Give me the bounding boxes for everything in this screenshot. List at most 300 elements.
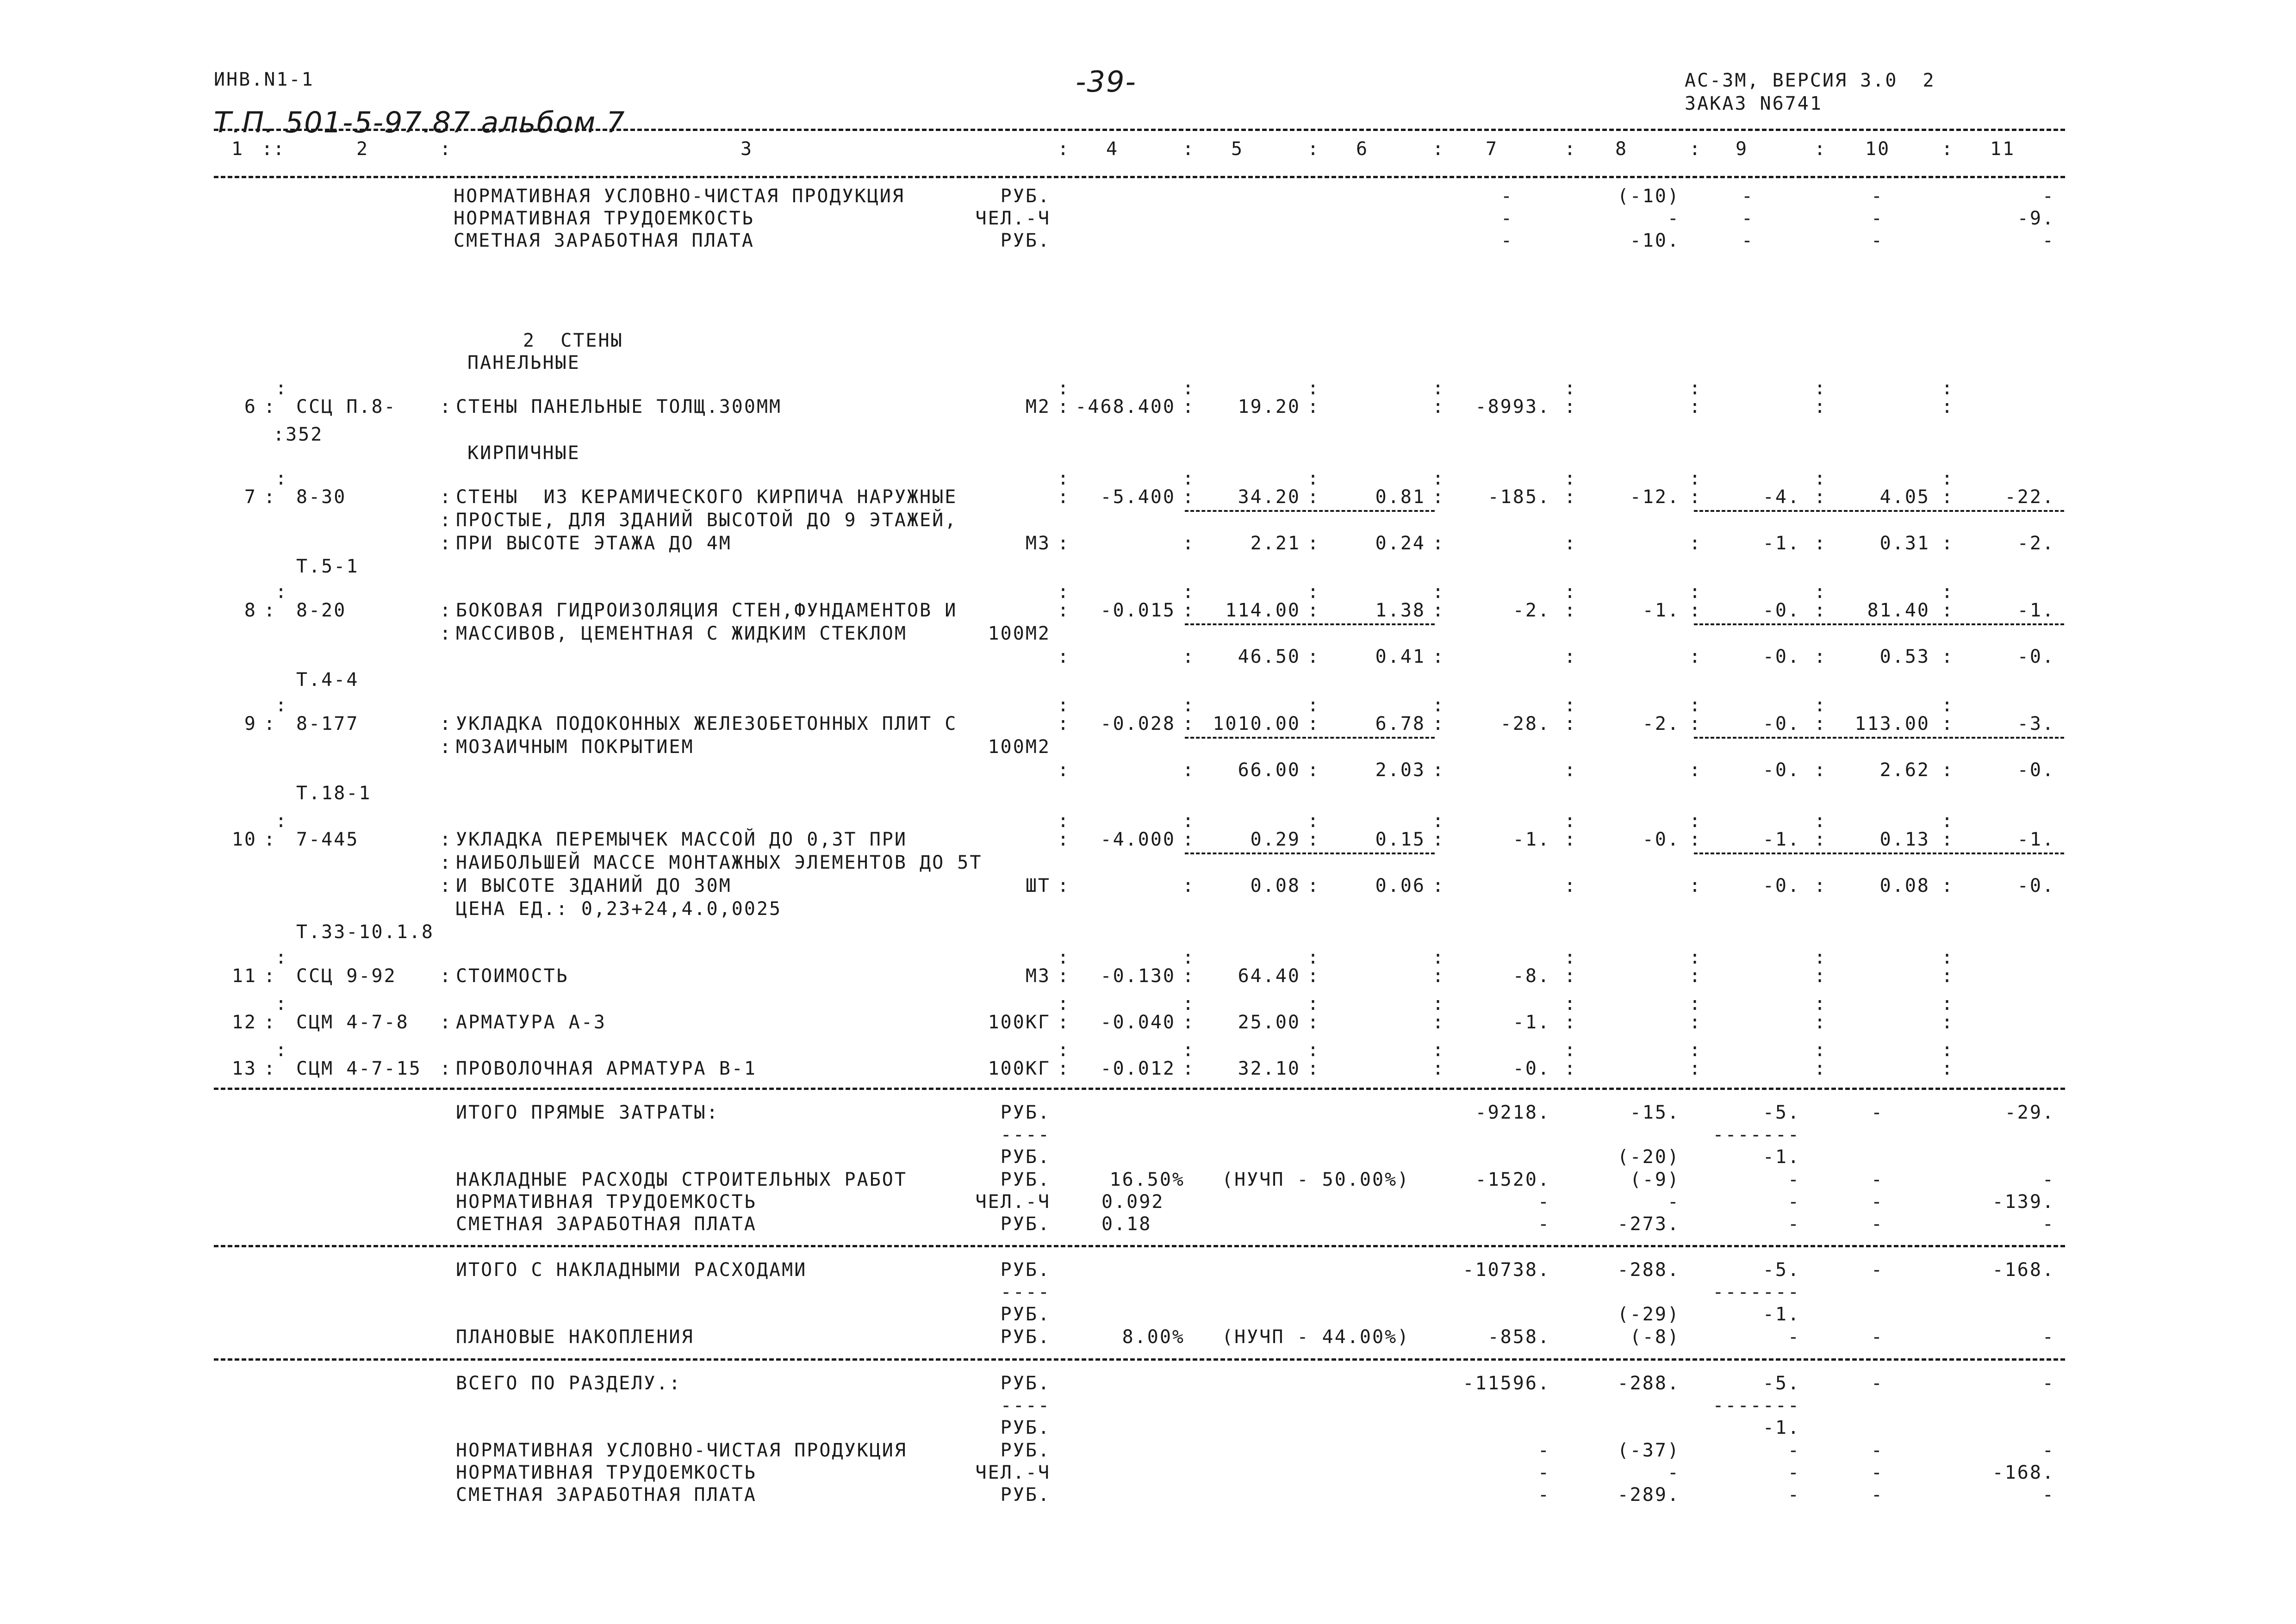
section-net-product-col8: (-37) — [1617, 1440, 1680, 1461]
row-separator: : — [1432, 581, 1445, 603]
row-separator: : — [1564, 581, 1577, 603]
row-separator: : — [1689, 486, 1702, 508]
row-separator: : — [275, 947, 288, 968]
column-number-11: 11 — [1990, 138, 2016, 160]
summary-col10: - — [1871, 230, 1884, 251]
section-net-product-col11: - — [2042, 1440, 2055, 1461]
section-total-unit: РУБ. — [1000, 1373, 1051, 1394]
row-separator: : — [1689, 600, 1702, 621]
row-code: СЦМ 4-7-15 — [296, 1058, 422, 1079]
with-overhead-unit2: РУБ. — [1000, 1304, 1051, 1325]
section-subtitle-bricks: КИРПИЧНЫЕ — [467, 442, 580, 464]
row-separator: : — [1182, 581, 1195, 603]
row-separator: : — [1689, 378, 1702, 399]
with-overhead-col9-dash: ------- — [1712, 1282, 1800, 1303]
row-total: -8. — [1512, 965, 1550, 987]
row-unit-price: 64.40 — [1238, 965, 1300, 987]
overhead-wage-unit: РУБ. — [1000, 1213, 1051, 1235]
row-separator: : — [1058, 486, 1070, 508]
row-code: 7-445 — [296, 829, 359, 850]
row-col10: 113.00 — [1854, 713, 1930, 734]
row-separator: : — [1941, 810, 1954, 832]
row-col9: -0. — [1762, 600, 1800, 621]
row-separator: : — [1432, 810, 1445, 832]
row-separator: : — [1941, 965, 1954, 987]
summary-col9: - — [1741, 208, 1754, 229]
row-col9: -4. — [1762, 486, 1800, 508]
row-description-line: СТЕНЫ ПАНЕЛЬНЫЕ ТОЛЩ.300ММ — [456, 396, 782, 417]
row-col8: -2. — [1642, 713, 1680, 734]
row-col11: -22. — [2004, 486, 2055, 508]
row-separator: : — [1432, 695, 1445, 716]
with-overhead-dash: ---- — [1000, 1282, 1051, 1303]
row-separator: : — [1689, 1039, 1702, 1061]
row-separator: : — [1182, 378, 1195, 399]
row-separator: : — [1307, 468, 1320, 489]
summary-unit: РУБ. — [1000, 230, 1051, 251]
row-separator: : — [1432, 1058, 1445, 1079]
section-wage-col8: -289. — [1617, 1484, 1680, 1506]
row-separator: : — [1058, 965, 1070, 987]
row-total: -1. — [1512, 1012, 1550, 1033]
page-number: -39- — [1076, 65, 1137, 99]
overhead-labor-col10: - — [1871, 1191, 1884, 1213]
row-unit-price-wage: 2.21 — [1250, 533, 1300, 554]
row-separator: : — [1182, 713, 1195, 734]
summary-col11: - — [2042, 230, 2055, 251]
row-separator: : — [264, 600, 277, 621]
row-separator: : — [1689, 396, 1702, 417]
row-separator: : — [264, 1012, 277, 1033]
row-separator: : — [440, 396, 453, 417]
planned-savings-col8: (-8) — [1630, 1326, 1680, 1348]
row-separator: : — [1941, 947, 1954, 968]
overhead-note: (НУЧП - 50.00%) — [1222, 1169, 1410, 1190]
row-separator: : — [1564, 486, 1577, 508]
row-separator: : — [1307, 965, 1320, 987]
row-separator: : — [1432, 533, 1445, 554]
overhead-labor-col11: -139. — [1992, 1191, 2055, 1213]
row-separator: : — [1814, 713, 1827, 734]
overhead-labor-col8: - — [1667, 1191, 1680, 1213]
row-separator: : — [1814, 759, 1827, 781]
with-overhead-rule — [214, 1245, 2065, 1247]
row-separator: : — [1058, 646, 1070, 667]
direct-costs-unit2: РУБ. — [1000, 1146, 1051, 1168]
row-separator: : — [1941, 581, 1954, 603]
section-total-col10: - — [1871, 1373, 1884, 1394]
row-total: -2. — [1512, 600, 1550, 621]
row-separator: : — [1689, 875, 1702, 896]
row-number: 7 — [244, 486, 257, 508]
row-col6-wage: 0.24 — [1375, 533, 1425, 554]
row-unit: 100М2 — [988, 623, 1051, 644]
row-description-line: СТОИМОСТЬ — [456, 965, 569, 987]
row-separator: : — [1307, 695, 1320, 716]
row-separator: : — [1307, 378, 1320, 399]
row-separator: : — [1564, 1012, 1577, 1033]
section-labor-col8: - — [1667, 1462, 1680, 1483]
row-separator: : — [1689, 947, 1702, 968]
row-col11-wage: -0. — [2017, 646, 2055, 667]
subrow-separator — [1694, 510, 2064, 512]
subrow-separator — [1185, 510, 1435, 512]
summary-col9: - — [1741, 230, 1754, 251]
row-separator: : — [1432, 965, 1445, 987]
overhead-percent: 16.50% — [1109, 1169, 1185, 1190]
row-separator: : — [1564, 600, 1577, 621]
row-separator: : — [1941, 875, 1954, 896]
row-separator: : — [440, 1058, 453, 1079]
row-separator: : — [1432, 468, 1445, 489]
row-separator: : — [1432, 1012, 1445, 1033]
section-total-col8: -288. — [1617, 1373, 1680, 1394]
column-header-separator: : — [1058, 138, 1070, 160]
column-header-separator: : — [273, 138, 286, 160]
row-col9-wage: -1. — [1762, 533, 1800, 554]
row-separator: : — [1814, 581, 1827, 603]
row-separator: : — [1689, 695, 1702, 716]
row-unit-price: 1010.00 — [1213, 713, 1300, 734]
row-separator: : — [264, 396, 277, 417]
row-col11: -3. — [2017, 713, 2055, 734]
summary-col8: (-10) — [1617, 186, 1680, 207]
subrow-separator — [1694, 852, 2064, 854]
section-subtitle-panels: ПАНЕЛЬНЫЕ — [467, 352, 580, 373]
row-col9-wage: -0. — [1762, 875, 1800, 896]
row-total: -8993. — [1475, 396, 1550, 417]
row-col10-wage: 0.08 — [1879, 875, 1930, 896]
row-col9-wage: -0. — [1762, 759, 1800, 781]
section-labor-col9: - — [1787, 1462, 1800, 1483]
row-separator: : — [1564, 378, 1577, 399]
row-separator: : — [1182, 759, 1195, 781]
row-unit-price: 25.00 — [1238, 1012, 1300, 1033]
row-separator: : — [1941, 600, 1954, 621]
row-quantity: -468.400 — [1075, 396, 1176, 417]
direct-costs-unit: РУБ. — [1000, 1102, 1051, 1123]
row-code: 8-177 — [296, 713, 359, 734]
row-col11-wage: -2. — [2017, 533, 2055, 554]
overhead-labor-col7: - — [1537, 1191, 1550, 1213]
row-separator: : — [1689, 1058, 1702, 1079]
overhead-wage-value: 0.18 — [1101, 1213, 1152, 1235]
direct-costs-label: ИТОГО ПРЯМЫЕ ЗАТРАТЫ: — [456, 1102, 719, 1123]
row-number: 9 — [244, 713, 257, 734]
row-col8: -12. — [1630, 486, 1680, 508]
row-number: 10 — [231, 829, 257, 850]
row-separator: : — [275, 378, 288, 399]
row-separator: : — [1941, 1039, 1954, 1061]
row-separator: : — [1182, 646, 1195, 667]
column-number-4: 4 — [1106, 138, 1119, 160]
section-wage-unit: РУБ. — [1000, 1484, 1051, 1506]
row-unit: ШТ — [1025, 875, 1051, 896]
with-overhead-col10: - — [1871, 1259, 1884, 1281]
row-separator: : — [1307, 486, 1320, 508]
row-separator: : — [1689, 993, 1702, 1014]
planned-savings-col11: - — [2042, 1326, 2055, 1348]
row-separator: : — [1058, 947, 1070, 968]
row-separator: : — [1432, 600, 1445, 621]
summary-col10: - — [1871, 208, 1884, 229]
overhead-col10: - — [1871, 1169, 1884, 1190]
column-number-10: 10 — [1865, 138, 1891, 160]
order-number: ЗАКАЗ N6741 — [1685, 93, 1823, 114]
overhead-col9: - — [1787, 1169, 1800, 1190]
column-header-separator: : — [440, 138, 453, 160]
summary-label: НОРМАТИВНАЯ ТРУДОЕМКОСТЬ — [454, 208, 754, 229]
row-quantity: -5.400 — [1100, 486, 1176, 508]
row-separator: : — [1941, 486, 1954, 508]
section-total-col9-dash: ------- — [1712, 1395, 1800, 1416]
row-separator: : — [1058, 1058, 1070, 1079]
row-separator: : — [1564, 965, 1577, 987]
row-separator: : — [1814, 875, 1827, 896]
overhead-wage-col11: - — [2042, 1213, 2055, 1235]
row-col6-wage: 0.06 — [1375, 875, 1425, 896]
row-code: СЦМ 4-7-8 — [296, 1012, 409, 1033]
row-unit-price: 34.20 — [1238, 486, 1300, 508]
row-separator: : — [1689, 1012, 1702, 1033]
row-quantity: -0.015 — [1100, 600, 1176, 621]
row-separator: : — [1564, 646, 1577, 667]
row-separator: : — [1182, 1012, 1195, 1033]
section-labor-col10: - — [1871, 1462, 1884, 1483]
row-description-line: УКЛАДКА ПОДОКОННЫХ ЖЕЛЕЗОБЕТОННЫХ ПЛИТ С — [456, 713, 958, 734]
row-total: -185. — [1487, 486, 1550, 508]
row-separator: : — [1432, 486, 1445, 508]
row-col11-wage: -0. — [2017, 875, 2055, 896]
summary-label: СМЕТНАЯ ЗАРАБОТНАЯ ПЛАТА — [454, 230, 754, 251]
overhead-labor-value: 0.092 — [1101, 1191, 1164, 1213]
row-separator: : — [440, 713, 453, 734]
with-overhead-col9b: -1. — [1762, 1304, 1800, 1325]
row-separator: : — [1432, 947, 1445, 968]
row-separator: : — [1814, 378, 1827, 399]
subrow-separator — [1185, 852, 1435, 854]
row-unit: 100КГ — [988, 1012, 1051, 1033]
row-separator: : — [1814, 1039, 1827, 1061]
row-separator: : — [1941, 1058, 1954, 1079]
row-separator: : — [440, 1012, 453, 1033]
row-separator: : — [1058, 875, 1070, 896]
summary-label: НОРМАТИВНАЯ УСЛОВНО-ЧИСТАЯ ПРОДУКЦИЯ — [454, 186, 905, 207]
row-separator: : — [1182, 486, 1195, 508]
row-separator: : — [1307, 947, 1320, 968]
section-net-product-label: НОРМАТИВНАЯ УСЛОВНО-ЧИСТАЯ ПРОДУКЦИЯ — [456, 1440, 907, 1461]
row-col10: 0.13 — [1879, 829, 1930, 850]
with-overhead-col11: -168. — [1992, 1259, 2055, 1281]
row-reference: Т.5-1 — [296, 556, 359, 577]
subrow-separator — [1694, 623, 2064, 625]
row-separator: : — [1689, 829, 1702, 850]
row-col10-wage: 0.53 — [1879, 646, 1930, 667]
totals-rule-top — [214, 1088, 2065, 1090]
row-separator: : — [1307, 600, 1320, 621]
row-unit: М3 — [1025, 533, 1051, 554]
row-description-line: ПРОВОЛОЧНАЯ АРМАТУРА В-1 — [456, 1058, 757, 1079]
column-header-separator: : — [1941, 138, 1954, 160]
row-separator: : — [1432, 875, 1445, 896]
row-col6: 1.38 — [1375, 600, 1425, 621]
row-separator: : — [1564, 829, 1577, 850]
row-separator: : — [1941, 1012, 1954, 1033]
row-unit-price: 32.10 — [1238, 1058, 1300, 1079]
overhead-label: НАКЛАДНЫЕ РАСХОДЫ СТРОИТЕЛЬНЫХ РАБОТ — [456, 1169, 907, 1190]
row-col10: 81.40 — [1867, 600, 1930, 621]
row-separator: : — [1814, 810, 1827, 832]
row-separator: : — [1182, 947, 1195, 968]
column-number-8: 8 — [1615, 138, 1628, 160]
row-unit-price-wage: 66.00 — [1238, 759, 1300, 781]
row-separator: : — [1814, 1012, 1827, 1033]
row-separator: : — [264, 713, 277, 734]
direct-costs-col9: -5. — [1762, 1102, 1800, 1123]
row-separator: : — [1941, 533, 1954, 554]
row-separator: : — [1689, 810, 1702, 832]
row-reference: Т.4-4 — [296, 669, 359, 691]
summary-col7: - — [1500, 208, 1513, 229]
row-separator: : — [440, 533, 453, 554]
inventory-number: ИНВ.N1-1 — [214, 69, 314, 90]
row-separator: : — [1307, 646, 1320, 667]
row-col11: -1. — [2017, 600, 2055, 621]
direct-costs-col9-dash: ------- — [1712, 1124, 1800, 1145]
column-number-6: 6 — [1356, 138, 1369, 160]
row-unit: 100М2 — [988, 736, 1051, 758]
row-separator: : — [1058, 759, 1070, 781]
row-description-line: И ВЫСОТЕ ЗДАНИЙ ДО 30М — [456, 875, 732, 896]
row-separator: : — [1941, 695, 1954, 716]
overhead-unit: РУБ. — [1000, 1169, 1051, 1190]
row-number: 11 — [231, 965, 257, 987]
row-separator: : — [1814, 947, 1827, 968]
column-number-7: 7 — [1486, 138, 1499, 160]
row-separator: : — [1814, 646, 1827, 667]
row-separator: : — [1564, 695, 1577, 716]
row-separator: : — [1564, 713, 1577, 734]
row-description-line: АРМАТУРА А-3 — [456, 1012, 606, 1033]
row-separator: : — [440, 486, 453, 508]
row-separator: : — [1058, 810, 1070, 832]
row-unit-price: 0.29 — [1250, 829, 1300, 850]
column-header-separator: : — [1564, 138, 1577, 160]
summary-col7: - — [1500, 186, 1513, 207]
row-separator: : — [275, 810, 288, 832]
section-net-product-col10: - — [1871, 1440, 1884, 1461]
row-description-line: МАССИВОВ, ЦЕМЕНТНАЯ С ЖИДКИМ СТЕКЛОМ — [456, 623, 907, 644]
column-header-separator: : — [261, 138, 274, 160]
row-separator: : — [1058, 1012, 1070, 1033]
row-separator: : — [1941, 468, 1954, 489]
row-separator: : — [1307, 713, 1320, 734]
row-separator: : — [440, 623, 453, 644]
row-separator: : — [440, 875, 453, 896]
row-separator: : — [1564, 1039, 1577, 1061]
row-separator: : — [1182, 396, 1195, 417]
row-separator: : — [1564, 947, 1577, 968]
section-title: 2 СТЕНЫ — [523, 330, 623, 351]
row-separator: : — [1689, 646, 1702, 667]
row-col8: -1. — [1642, 600, 1680, 621]
section-wage-col11: - — [2042, 1484, 2055, 1506]
row-separator: : — [1564, 759, 1577, 781]
row-separator: : — [264, 1058, 277, 1079]
row-unit-price-wage: 46.50 — [1238, 646, 1300, 667]
row-separator: : — [1307, 759, 1320, 781]
row-separator: : — [1689, 759, 1702, 781]
row-separator: : — [1182, 829, 1195, 850]
row-separator: : — [1941, 713, 1954, 734]
with-overhead-unit: РУБ. — [1000, 1259, 1051, 1281]
direct-costs-col11: -29. — [2004, 1102, 2055, 1123]
row-separator: : — [440, 600, 453, 621]
row-col9: -1. — [1762, 829, 1800, 850]
planned-savings-unit: РУБ. — [1000, 1326, 1051, 1348]
section-total-col9: -5. — [1762, 1373, 1800, 1394]
album-title-handwritten: Т.П. 501-5-97.87 альбом 7 — [214, 106, 626, 139]
row-col9: -0. — [1762, 713, 1800, 734]
summary-col11: -9. — [2017, 208, 2055, 229]
row-separator: : — [1182, 695, 1195, 716]
column-number-2: 2 — [356, 138, 369, 160]
overhead-labor-unit: ЧЕЛ.-Ч — [975, 1191, 1051, 1213]
section-total-unit2: РУБ. — [1000, 1417, 1051, 1438]
section-net-product-col9: - — [1787, 1440, 1800, 1461]
row-unit-price: 114.00 — [1225, 600, 1300, 621]
row-col6-wage: 0.41 — [1375, 646, 1425, 667]
header-rule-bottom — [214, 176, 2065, 178]
with-overhead-label: ИТОГО С НАКЛАДНЫМИ РАСХОДАМИ — [456, 1259, 807, 1281]
row-separator: : — [1941, 993, 1954, 1014]
row-separator: : — [264, 486, 277, 508]
summary-col9: - — [1741, 186, 1754, 207]
overhead-wage-col9: - — [1787, 1213, 1800, 1235]
row-separator: : — [275, 468, 288, 489]
section-labor-col7: - — [1537, 1462, 1550, 1483]
row-separator: : — [440, 736, 453, 758]
section-total-col7: -11596. — [1462, 1373, 1550, 1394]
overhead-col8: (-9) — [1630, 1169, 1680, 1190]
row-separator: : — [1058, 600, 1070, 621]
row-separator: : — [1814, 993, 1827, 1014]
row-separator: : — [1941, 396, 1954, 417]
summary-col8: -10. — [1630, 230, 1680, 251]
column-header-separator: : — [1814, 138, 1827, 160]
row-separator: : — [1941, 378, 1954, 399]
row-separator: : — [1058, 713, 1070, 734]
row-separator: : — [1432, 829, 1445, 850]
row-code: ССЦ П.8- — [296, 396, 397, 417]
section-total-col9b: -1. — [1762, 1417, 1800, 1438]
row-number: 13 — [231, 1058, 257, 1079]
row-separator: : — [1941, 759, 1954, 781]
section-labor-label: НОРМАТИВНАЯ ТРУДОЕМКОСТЬ — [456, 1462, 757, 1483]
planned-savings-label: ПЛАНОВЫЕ НАКОПЛЕНИЯ — [456, 1326, 694, 1348]
row-quantity: -4.000 — [1100, 829, 1176, 850]
column-number-3: 3 — [740, 138, 753, 160]
row-separator: : — [1307, 829, 1320, 850]
row-separator: : — [1058, 378, 1070, 399]
row-separator: : — [440, 829, 453, 850]
section-wage-col7: - — [1537, 1484, 1550, 1506]
overhead-col11: - — [2042, 1169, 2055, 1190]
row-code: 8-20 — [296, 600, 347, 621]
row-code: ССЦ 9-92 — [296, 965, 397, 987]
column-header-separator: : — [1689, 138, 1702, 160]
row-separator: : — [1564, 468, 1577, 489]
